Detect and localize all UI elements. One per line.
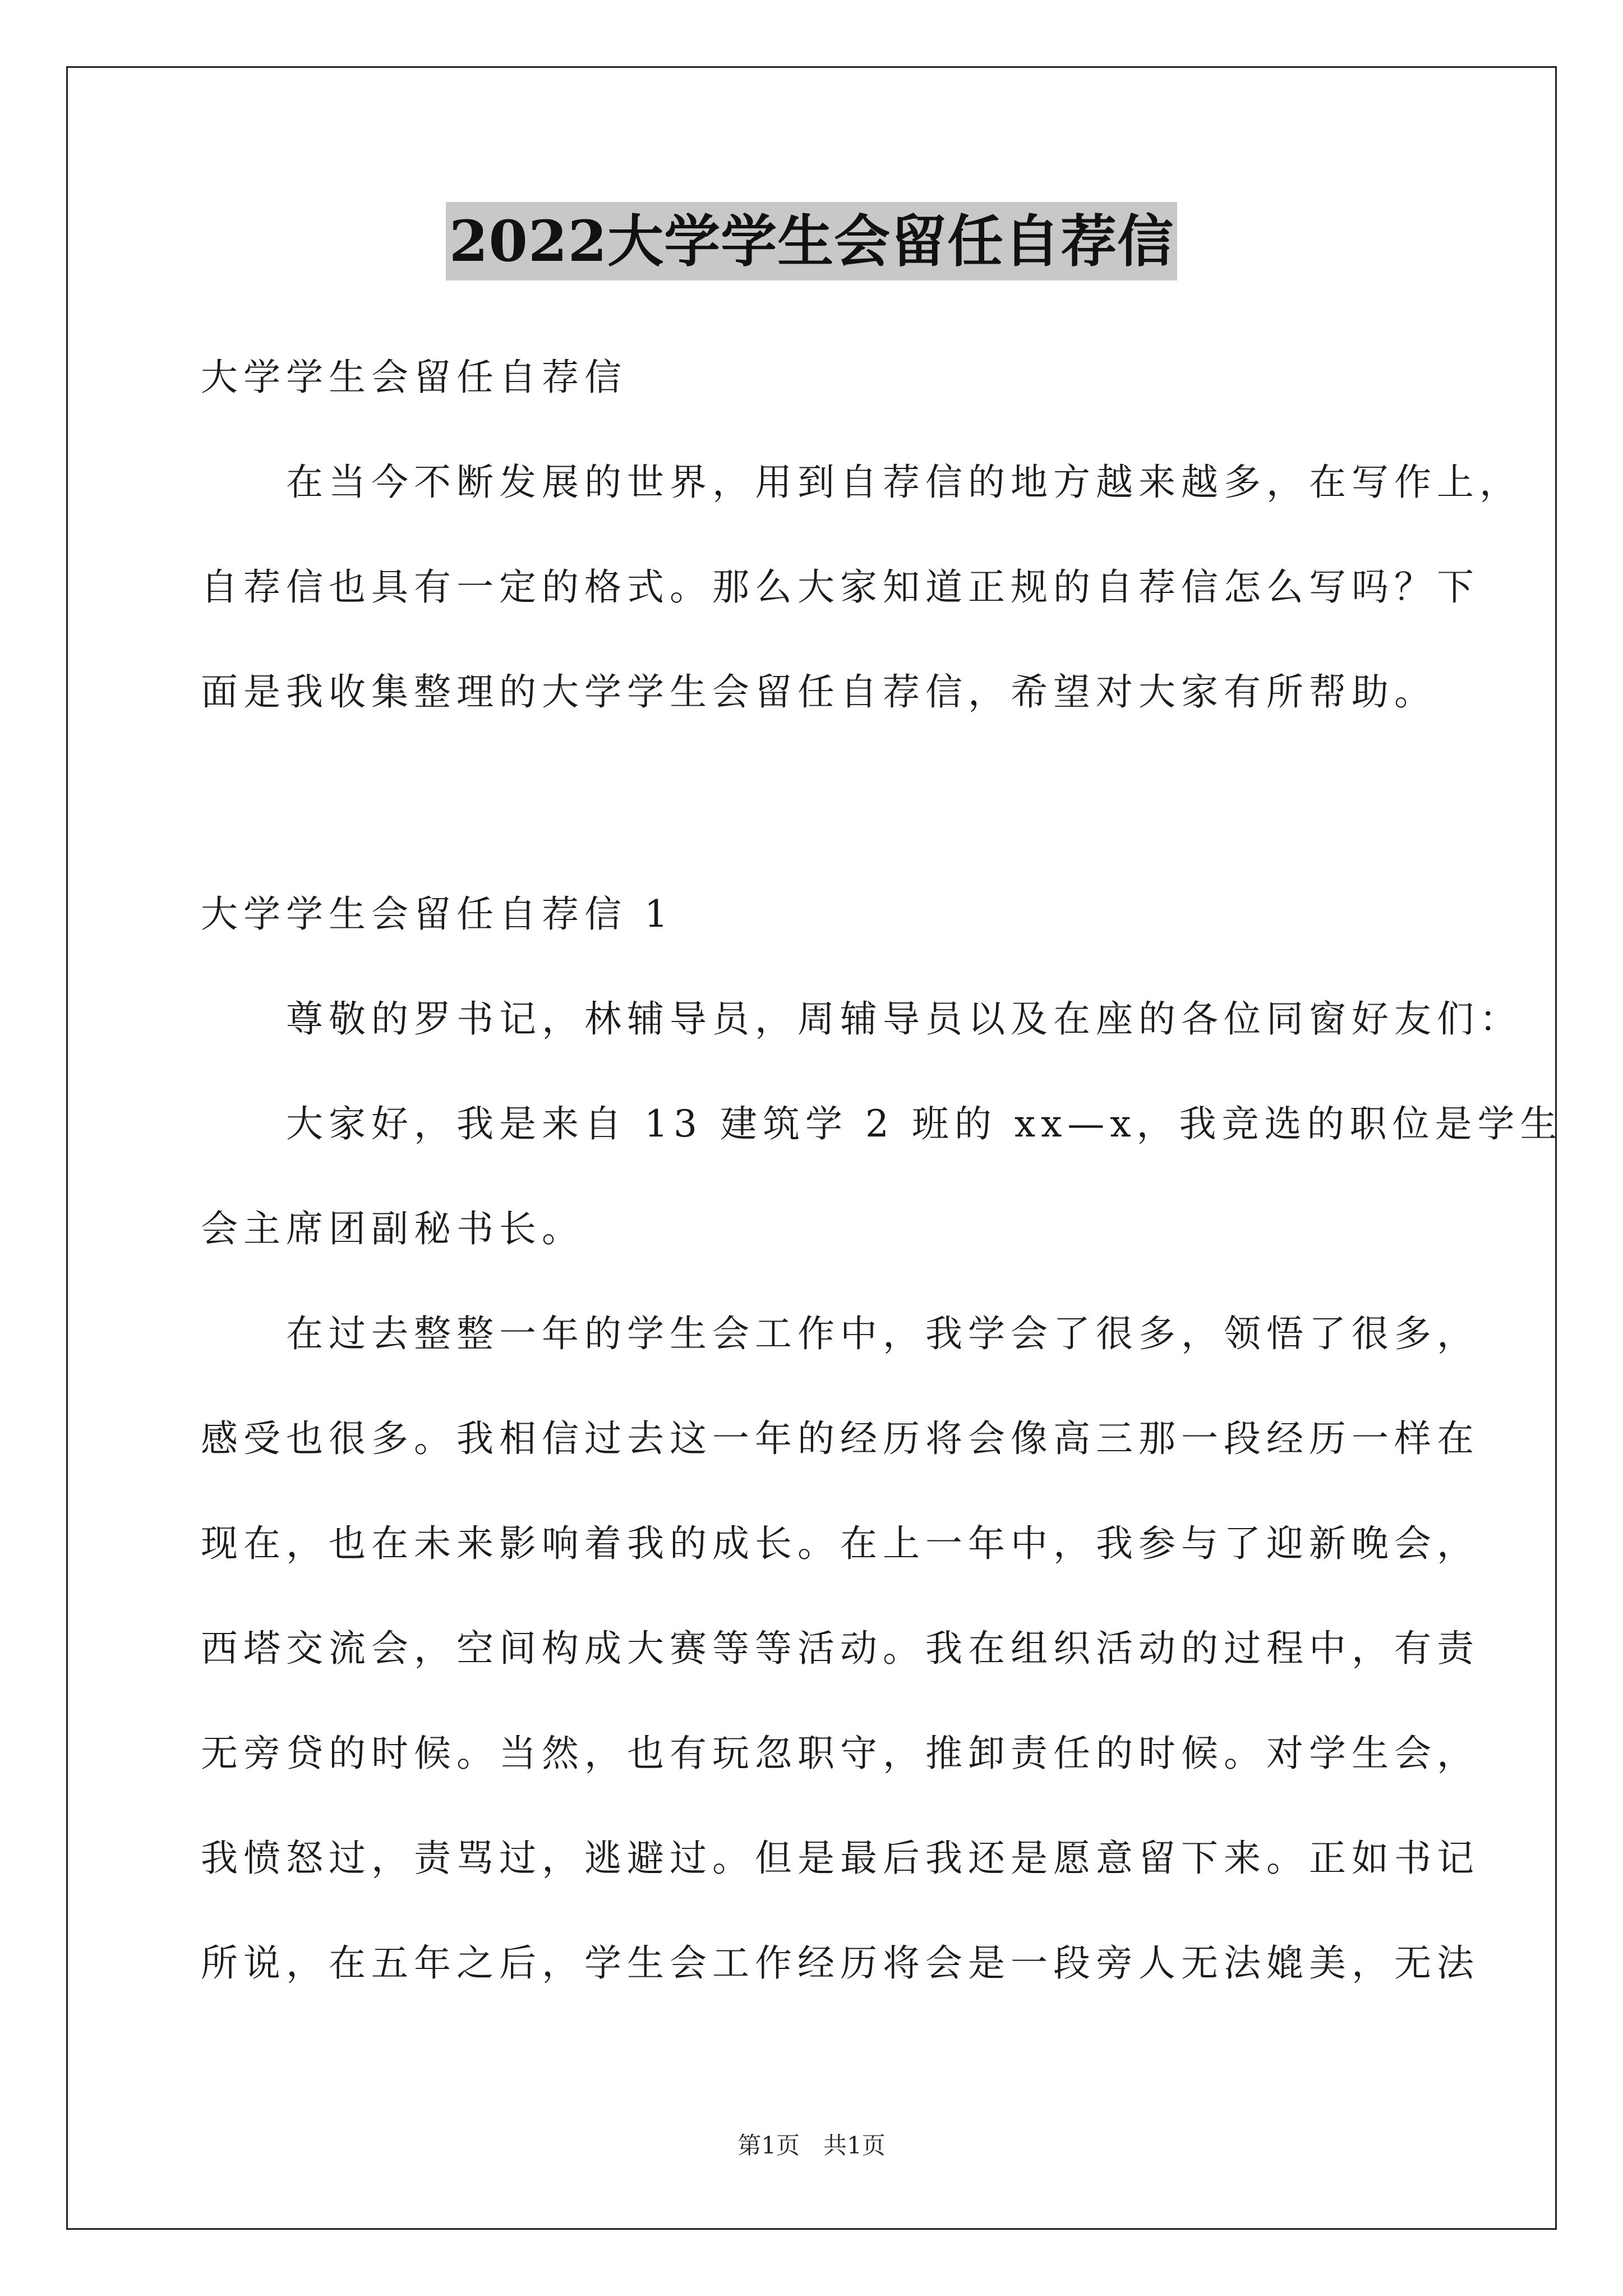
- paragraph-line: 大家好，我是来自 13 建筑学 2 班的 xx—x，我竞选的职位是学生: [201, 1102, 1563, 1145]
- paragraph-line: 现在，也在未来影响着我的成长。在上一年中，我参与了迎新晚会，: [201, 1522, 1479, 1565]
- paragraph-line: 所说，在五年之后，学生会工作经历将会是一段旁人无法媲美，无法: [201, 1941, 1479, 1985]
- paragraph-line: 会主席团副秘书长。: [201, 1207, 584, 1250]
- paragraph-line: 无旁贷的时候。当然，也有玩忽职守，推卸责任的时候。对学生会，: [201, 1732, 1479, 1775]
- paragraph-line: 感受也很多。我相信过去这一年的经历将会像高三那一段经历一样在: [201, 1417, 1479, 1460]
- paragraph-line: 面是我收集整理的大学学生会留任自荐信，希望对大家有所帮助。: [201, 670, 1437, 714]
- section-heading: 大学学生会留任自荐信: [201, 356, 627, 399]
- paragraph-line: 自荐信也具有一定的格式。那么大家知道正规的自荐信怎么写吗？下: [201, 565, 1479, 609]
- section-heading: 大学学生会留任自荐信 1: [201, 892, 674, 936]
- paragraph-line: 在过去整整一年的学生会工作中，我学会了很多，领悟了很多，: [201, 1312, 1479, 1355]
- document-title: [0, 202, 1623, 280]
- paragraph-line: 我愤怒过，责骂过，逃避过。但是最后我还是愿意留下来。正如书记: [201, 1837, 1479, 1880]
- paragraph-line: 西塔交流会，空间构成大赛等等活动。我在组织活动的过程中，有责: [201, 1627, 1479, 1670]
- page-number: 第1页 共1页: [737, 2132, 886, 2159]
- paragraph-line: 尊敬的罗书记，林辅导员，周辅导员以及在座的各位同窗好友们：: [201, 997, 1522, 1041]
- paragraph-line: 在当今不断发展的世界，用到自荐信的地方越来越多，在写作上，: [201, 461, 1522, 504]
- document-title-text: 2022大学学生会留任自荐信: [446, 202, 1177, 280]
